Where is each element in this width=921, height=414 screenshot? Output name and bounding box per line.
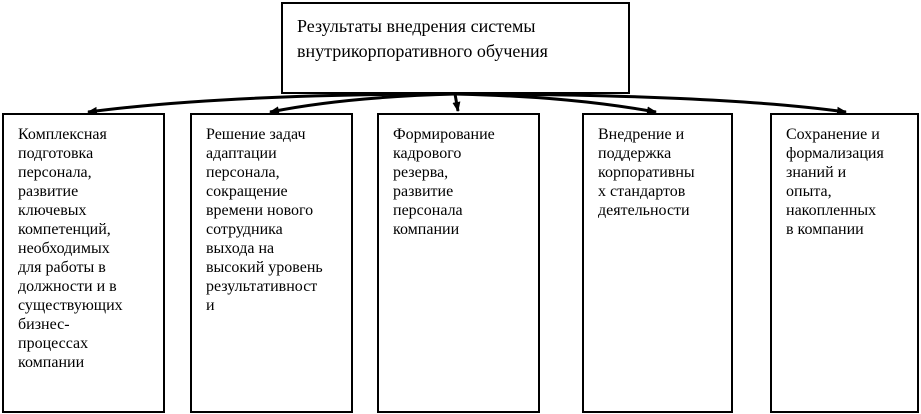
child-node-4-text: Внедрение и поддержка корпоративны х стандартов деятельности [598, 126, 695, 219]
child-node-2-box [190, 113, 353, 413]
root-node-box [281, 2, 630, 94]
child-node-5-text: Сохранение и формализация знаний и опыта, накопленных в компании [786, 126, 884, 238]
child-node-4-box [582, 113, 733, 413]
child-node-2-text: Решение задач адаптации персонала, сокращение времени нового сотрудника выхода на высокий уровень результативност и [206, 126, 323, 314]
root-node-text: Результаты внедрения системы внутрикорпоративного обучения [297, 16, 548, 61]
child-node-1-text: Комплексная подготовка персонала, развитие ключевых компетенций, необходимых для работы в должности и в существующих бизнес- процессах компании [18, 126, 123, 371]
child-node-3-text: Формирование кадрового резерва, развитие персонала компании [393, 126, 495, 238]
child-node-1-box [2, 113, 165, 413]
child-node-3-box [377, 113, 540, 413]
connector-arrow-3 [455, 94, 458, 111]
child-node-5-box [770, 113, 919, 413]
